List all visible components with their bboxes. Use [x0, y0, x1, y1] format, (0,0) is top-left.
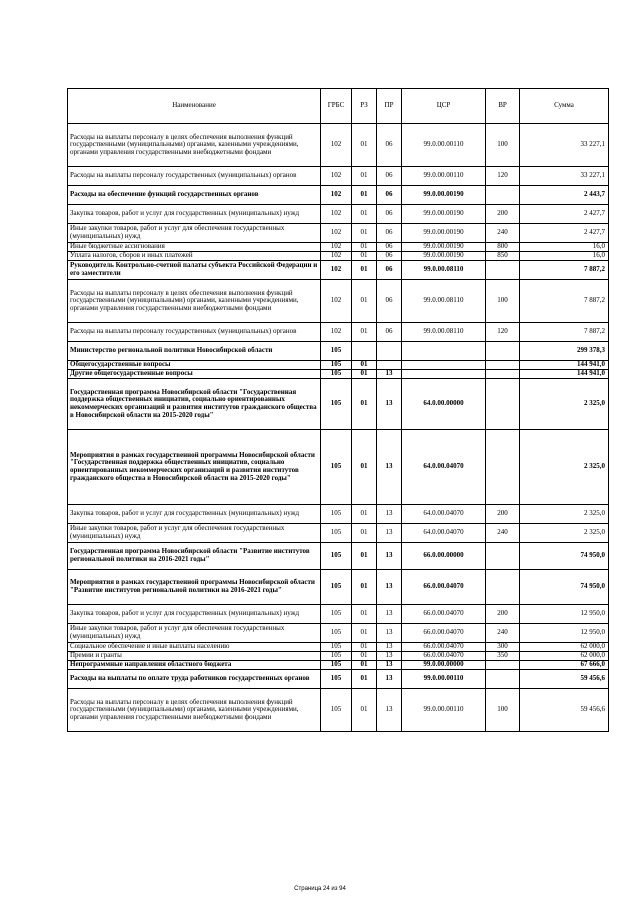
cell-vr — [486, 370, 520, 379]
cell-sum: 74 950,0 — [520, 570, 609, 605]
cell-pr: 06 — [377, 280, 402, 323]
cell-rz: 01 — [352, 243, 377, 252]
cell-pr: 13 — [377, 670, 402, 689]
cell-pr: 06 — [377, 186, 402, 205]
cell-grbs: 105 — [321, 543, 352, 570]
cell-rz: 01 — [352, 524, 377, 543]
cell-csr: 66.0.00.04070 — [402, 605, 486, 624]
cell-rz: 01 — [352, 543, 377, 570]
cell-pr: 13 — [377, 643, 402, 652]
cell-sum: 74 950,0 — [520, 543, 609, 570]
cell-sum: 62 000,0 — [520, 652, 609, 661]
cell-vr — [486, 361, 520, 370]
cell-vr: 800 — [486, 243, 520, 252]
header-name: Наименование — [68, 89, 321, 124]
cell-sum: 12 950,0 — [520, 605, 609, 624]
cell-vr — [486, 261, 520, 280]
cell-pr: 13 — [377, 605, 402, 624]
table-row — [68, 661, 609, 670]
cell-grbs: 102 — [321, 205, 352, 224]
table-row — [68, 205, 609, 224]
cell-sum: 7 887,2 — [520, 261, 609, 280]
cell-name: Общегосударственные вопросы — [68, 361, 321, 370]
cell-vr: 200 — [486, 205, 520, 224]
cell-vr: 120 — [486, 323, 520, 342]
table-row — [68, 261, 609, 280]
cell-name: Иные закупки товаров, работ и услуг для обеспечения государственных (муниципальных) нужд — [68, 524, 321, 543]
cell-name: Мероприятия в рамках государственной программы Новосибирской области "Развитие институтов региональной политики на 2016-2021 годы" — [68, 570, 321, 605]
budget-table-container — [67, 88, 608, 732]
cell-vr — [486, 570, 520, 605]
cell-vr — [486, 543, 520, 570]
cell-grbs: 102 — [321, 224, 352, 243]
cell-vr: 850 — [486, 252, 520, 261]
cell-name: Иные закупки товаров, работ и услуг для обеспечения государственных (муниципальных) нужд — [68, 624, 321, 643]
table-row — [68, 605, 609, 624]
cell-pr: 13 — [377, 689, 402, 732]
cell-vr — [486, 661, 520, 670]
cell-csr: 64.0.00.04070 — [402, 430, 486, 505]
cell-name: Руководитель Контрольно-счетной палаты субъекта Российской Федерации и его заместители — [68, 261, 321, 280]
cell-pr: 13 — [377, 524, 402, 543]
table-header-row — [68, 89, 609, 124]
header-pr: ПР — [377, 89, 402, 124]
cell-name: Непрограммные направления областного бюджета — [68, 661, 321, 670]
cell-csr: 99.0.00.00190 — [402, 243, 486, 252]
table-row — [68, 243, 609, 252]
cell-name: Расходы на выплаты по оплате труда работников государственных органов — [68, 670, 321, 689]
cell-csr: 66.0.00.04070 — [402, 652, 486, 661]
cell-rz: 01 — [352, 689, 377, 732]
cell-vr: 100 — [486, 124, 520, 167]
cell-csr: 99.0.00.08110 — [402, 323, 486, 342]
page-footer: Страница 24 из 94 — [294, 886, 346, 892]
cell-pr: 13 — [377, 430, 402, 505]
cell-pr: 13 — [377, 543, 402, 570]
cell-csr: 99.0.00.08110 — [402, 261, 486, 280]
cell-vr: 100 — [486, 280, 520, 323]
cell-csr: 64.0.00.00000 — [402, 379, 486, 430]
cell-grbs: 105 — [321, 605, 352, 624]
cell-vr: 300 — [486, 643, 520, 652]
cell-pr: 06 — [377, 205, 402, 224]
table-row — [68, 543, 609, 570]
cell-grbs: 102 — [321, 280, 352, 323]
cell-rz: 01 — [352, 670, 377, 689]
cell-name: Закупка товаров, работ и услуг для государственных (муниципальных) нужд — [68, 505, 321, 524]
cell-grbs: 105 — [321, 570, 352, 605]
cell-grbs: 102 — [321, 186, 352, 205]
cell-grbs: 105 — [321, 524, 352, 543]
cell-rz: 01 — [352, 661, 377, 670]
cell-grbs: 105 — [321, 652, 352, 661]
cell-csr: 99.0.00.00110 — [402, 124, 486, 167]
cell-sum: 2 443,7 — [520, 186, 609, 205]
budget-table — [67, 88, 609, 732]
cell-sum: 144 941,0 — [520, 361, 609, 370]
cell-grbs: 105 — [321, 643, 352, 652]
cell-vr: 240 — [486, 624, 520, 643]
cell-grbs: 102 — [321, 243, 352, 252]
cell-grbs: 105 — [321, 342, 352, 361]
cell-grbs: 102 — [321, 261, 352, 280]
cell-rz: 01 — [352, 379, 377, 430]
header-vr: ВР — [486, 89, 520, 124]
table-row — [68, 505, 609, 524]
cell-pr: 06 — [377, 261, 402, 280]
cell-rz: 01 — [352, 652, 377, 661]
table-row — [68, 370, 609, 379]
cell-pr: 13 — [377, 661, 402, 670]
cell-pr: 13 — [377, 370, 402, 379]
cell-grbs: 102 — [321, 252, 352, 261]
cell-csr: 99.0.00.00190 — [402, 252, 486, 261]
table-row — [68, 252, 609, 261]
cell-pr — [377, 342, 402, 361]
cell-vr: 200 — [486, 605, 520, 624]
cell-sum: 2 325,0 — [520, 524, 609, 543]
cell-csr — [402, 361, 486, 370]
cell-rz: 01 — [352, 124, 377, 167]
cell-csr: 66.0.00.00000 — [402, 543, 486, 570]
cell-rz: 01 — [352, 167, 377, 186]
cell-sum: 2 325,0 — [520, 379, 609, 430]
cell-name: Иные бюджетные ассигнования — [68, 243, 321, 252]
table-body — [68, 124, 609, 732]
cell-sum: 2 325,0 — [520, 505, 609, 524]
cell-sum: 16,0 — [520, 243, 609, 252]
cell-csr: 66.0.00.04070 — [402, 643, 486, 652]
header-csr: ЦСР — [402, 89, 486, 124]
cell-csr: 99.0.00.00110 — [402, 689, 486, 732]
table-row — [68, 280, 609, 323]
cell-grbs: 102 — [321, 124, 352, 167]
cell-rz: 01 — [352, 252, 377, 261]
cell-grbs: 105 — [321, 661, 352, 670]
cell-sum: 2 427,7 — [520, 224, 609, 243]
cell-sum: 299 378,3 — [520, 342, 609, 361]
cell-name: Расходы на выплаты персоналу государственных (муниципальных) органов — [68, 167, 321, 186]
cell-rz: 01 — [352, 361, 377, 370]
table-row — [68, 124, 609, 167]
cell-sum: 144 941,0 — [520, 370, 609, 379]
cell-name: Другие общегосударственные вопросы — [68, 370, 321, 379]
cell-csr — [402, 342, 486, 361]
cell-vr: 200 — [486, 505, 520, 524]
cell-rz: 01 — [352, 430, 377, 505]
cell-name: Мероприятия в рамках государственной программы Новосибирской области "Государственная поддержка общественных инициатив, социально ориентированных некоммерческих организаций и развития институтов гражданского общества в Новосибирской области на 2015-2020 годы" — [68, 430, 321, 505]
header-sum: Сумма — [520, 89, 609, 124]
cell-csr: 64.0.00.04070 — [402, 505, 486, 524]
cell-rz: 01 — [352, 205, 377, 224]
cell-grbs: 105 — [321, 430, 352, 505]
header-grbs: ГРБС — [321, 89, 352, 124]
table-row — [68, 643, 609, 652]
cell-rz: 01 — [352, 505, 377, 524]
cell-pr: 13 — [377, 624, 402, 643]
cell-rz: 01 — [352, 624, 377, 643]
cell-name: Закупка товаров, работ и услуг для государственных (муниципальных) нужд — [68, 605, 321, 624]
cell-vr: 240 — [486, 224, 520, 243]
header-rz: РЗ — [352, 89, 377, 124]
cell-sum: 7 887,2 — [520, 280, 609, 323]
table-row — [68, 379, 609, 430]
cell-rz: 01 — [352, 186, 377, 205]
cell-grbs: 105 — [321, 689, 352, 732]
cell-sum: 33 227,1 — [520, 167, 609, 186]
table-row — [68, 570, 609, 605]
cell-grbs: 102 — [321, 323, 352, 342]
cell-pr: 13 — [377, 379, 402, 430]
cell-sum: 7 887,2 — [520, 323, 609, 342]
cell-vr — [486, 430, 520, 505]
cell-pr: 06 — [377, 124, 402, 167]
cell-csr: 99.0.00.00110 — [402, 167, 486, 186]
cell-name: Социальное обеспечение и иные выплаты населению — [68, 643, 321, 652]
cell-rz — [352, 342, 377, 361]
cell-sum: 2 325,0 — [520, 430, 609, 505]
cell-grbs: 105 — [321, 379, 352, 430]
cell-sum: 62 000,0 — [520, 643, 609, 652]
table-row — [68, 524, 609, 543]
cell-grbs: 105 — [321, 505, 352, 524]
cell-sum: 59 456,6 — [520, 689, 609, 732]
cell-name: Иные закупки товаров, работ и услуг для обеспечения государственных (муниципальных) нужд — [68, 224, 321, 243]
cell-name: Премии и гранты — [68, 652, 321, 661]
table-row — [68, 689, 609, 732]
cell-pr — [377, 361, 402, 370]
cell-rz: 01 — [352, 261, 377, 280]
cell-rz: 01 — [352, 370, 377, 379]
cell-name: Расходы на обеспечение функций государственных органов — [68, 186, 321, 205]
cell-csr: 99.0.00.08110 — [402, 280, 486, 323]
cell-rz: 01 — [352, 643, 377, 652]
cell-name: Государственная программа Новосибирской области "Государственная поддержка общественных инициатив, социально ориентированных некоммерческих организаций и развития институтов гражданского общества в Новосибирской области на 2015-2020 годы" — [68, 379, 321, 430]
cell-vr: 240 — [486, 524, 520, 543]
cell-sum: 16,0 — [520, 252, 609, 261]
cell-csr: 64.0.00.04070 — [402, 524, 486, 543]
table-row — [68, 342, 609, 361]
cell-sum: 2 427,7 — [520, 205, 609, 224]
cell-name: Государственная программа Новосибирской области "Развитие институтов региональной политики на 2016-2021 годы" — [68, 543, 321, 570]
cell-rz: 01 — [352, 323, 377, 342]
cell-sum: 59 456,6 — [520, 670, 609, 689]
table-row — [68, 224, 609, 243]
cell-pr: 06 — [377, 167, 402, 186]
cell-vr — [486, 342, 520, 361]
table-row — [68, 167, 609, 186]
cell-grbs: 105 — [321, 670, 352, 689]
cell-grbs: 102 — [321, 167, 352, 186]
cell-csr — [402, 370, 486, 379]
cell-vr: 120 — [486, 167, 520, 186]
cell-pr: 06 — [377, 252, 402, 261]
table-row — [68, 430, 609, 505]
cell-pr: 13 — [377, 570, 402, 605]
table-row — [68, 361, 609, 370]
cell-pr: 13 — [377, 505, 402, 524]
cell-vr — [486, 379, 520, 430]
cell-name: Расходы на выплаты персоналу государственных (муниципальных) органов — [68, 323, 321, 342]
cell-csr: 99.0.00.00190 — [402, 186, 486, 205]
cell-rz: 01 — [352, 224, 377, 243]
cell-pr: 06 — [377, 243, 402, 252]
cell-sum: 12 950,0 — [520, 624, 609, 643]
table-row — [68, 670, 609, 689]
table-row — [68, 186, 609, 205]
cell-sum: 33 227,1 — [520, 124, 609, 167]
cell-name: Расходы на выплаты персоналу в целях обеспечения выполнения функций государственными (муниципальными) органами, казенными учреждениями, органами управления государственными внебюджетными фондами — [68, 280, 321, 323]
table-row — [68, 624, 609, 643]
cell-name: Уплата налогов, сборов и иных платежей — [68, 252, 321, 261]
cell-vr — [486, 186, 520, 205]
cell-rz: 01 — [352, 605, 377, 624]
cell-csr: 99.0.00.00110 — [402, 670, 486, 689]
cell-grbs: 105 — [321, 361, 352, 370]
cell-csr: 99.0.00.00190 — [402, 205, 486, 224]
table-row — [68, 652, 609, 661]
table-row — [68, 323, 609, 342]
cell-rz: 01 — [352, 280, 377, 323]
cell-sum: 67 666,0 — [520, 661, 609, 670]
cell-grbs: 105 — [321, 370, 352, 379]
cell-pr: 13 — [377, 652, 402, 661]
cell-pr: 06 — [377, 323, 402, 342]
cell-vr — [486, 670, 520, 689]
cell-grbs: 105 — [321, 624, 352, 643]
cell-csr: 66.0.00.04070 — [402, 624, 486, 643]
cell-vr: 100 — [486, 689, 520, 732]
cell-csr: 99.0.00.00190 — [402, 224, 486, 243]
cell-csr: 99.0.00.00000 — [402, 661, 486, 670]
cell-name: Закупка товаров, работ и услуг для государственных (муниципальных) нужд — [68, 205, 321, 224]
cell-rz: 01 — [352, 570, 377, 605]
cell-name: Министерство региональной политики Новосибирской области — [68, 342, 321, 361]
cell-name: Расходы на выплаты персоналу в целях обеспечения выполнения функций государственными (муниципальными) органами, казенными учреждениями, органами управления государственными внебюджетными фондами — [68, 689, 321, 732]
cell-pr: 06 — [377, 224, 402, 243]
cell-csr: 66.0.00.04070 — [402, 570, 486, 605]
cell-name: Расходы на выплаты персоналу в целях обеспечения выполнения функций государственными (муниципальными) органами, казенными учреждениями, органами управления государственными внебюджетными фондами — [68, 124, 321, 167]
cell-vr: 350 — [486, 652, 520, 661]
